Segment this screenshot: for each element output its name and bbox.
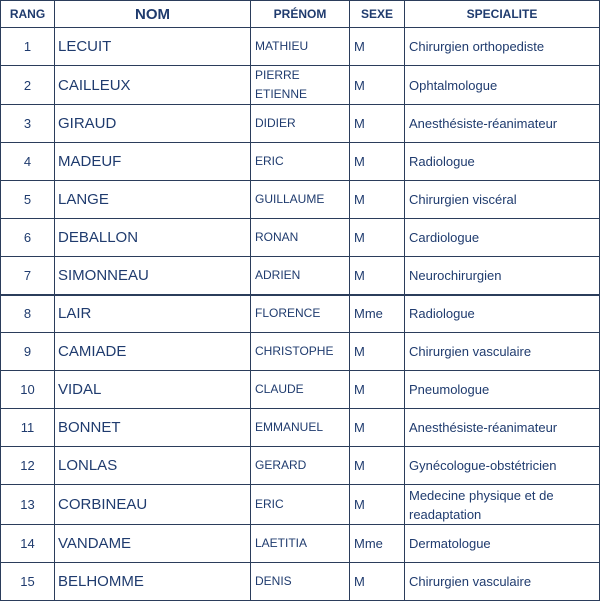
prenom-cell: FLORENCE: [251, 295, 350, 333]
nom-cell: CAILLEUX: [55, 66, 251, 105]
table-row: [1, 485, 600, 525]
table-row: [1, 409, 600, 447]
table-row: [1, 28, 600, 66]
rang-cell: 5: [1, 181, 55, 219]
rang-cell: 12: [1, 447, 55, 485]
specialite-cell: Radiologue: [405, 143, 600, 181]
sexe-cell: M: [350, 105, 405, 143]
rang-cell: 4: [1, 143, 55, 181]
sexe-cell: M: [350, 66, 405, 105]
specialite-cell: Neurochirurgien: [405, 257, 600, 295]
specialite-cell: Chirurgien orthopediste: [405, 28, 600, 66]
nom-cell: BELHOMME: [55, 563, 251, 601]
sexe-cell: M: [350, 28, 405, 66]
prenom-cell: DIDIER: [251, 105, 350, 143]
prenom-cell: LAETITIA: [251, 525, 350, 563]
sexe-cell: M: [350, 143, 405, 181]
specialite-cell: Chirurgien vasculaire: [405, 563, 600, 601]
table-row: [1, 525, 600, 563]
nom-cell: DEBALLON: [55, 219, 251, 257]
sexe-cell: Mme: [350, 525, 405, 563]
nom-cell: BONNET: [55, 409, 251, 447]
table-row: [1, 181, 600, 219]
prenom-cell: DENIS: [251, 563, 350, 601]
prenom-cell: CLAUDE: [251, 371, 350, 409]
table-row: [1, 66, 600, 105]
rang-cell: 11: [1, 409, 55, 447]
table-row: [1, 257, 600, 295]
sexe-cell: M: [350, 563, 405, 601]
header-specialite: SPECIALITE: [405, 1, 600, 28]
rang-cell: 15: [1, 563, 55, 601]
header-prenom: PRÉNOM: [251, 1, 350, 28]
sexe-cell: M: [350, 257, 405, 295]
prenom-cell: GUILLAUME: [251, 181, 350, 219]
prenom-cell: CHRISTOPHE: [251, 333, 350, 371]
rang-cell: 10: [1, 371, 55, 409]
header-nom: NOM: [55, 1, 251, 28]
prenom-cell: EMMANUEL: [251, 409, 350, 447]
rang-cell: 9: [1, 333, 55, 371]
specialite-cell: Chirurgien vasculaire: [405, 333, 600, 371]
sexe-cell: M: [350, 409, 405, 447]
specialite-cell: Chirurgien viscéral: [405, 181, 600, 219]
table-row: [1, 143, 600, 181]
prenom-cell: PIERRE ETIENNE: [251, 66, 350, 105]
table-body: [1, 28, 600, 601]
nom-cell: CAMIADE: [55, 333, 251, 371]
prenom-cell: MATHIEU: [251, 28, 350, 66]
rang-cell: 6: [1, 219, 55, 257]
prenom-cell: RONAN: [251, 219, 350, 257]
prenom-cell: ERIC: [251, 485, 350, 525]
rang-cell: 8: [1, 295, 55, 333]
rang-cell: 1: [1, 28, 55, 66]
prenom-cell: GERARD: [251, 447, 350, 485]
nom-cell: MADEUF: [55, 143, 251, 181]
nom-cell: GIRAUD: [55, 105, 251, 143]
specialite-cell: Medecine physique et de readaptation: [405, 485, 600, 525]
prenom-cell: ADRIEN: [251, 257, 350, 295]
nom-cell: CORBINEAU: [55, 485, 251, 525]
table-row: [1, 105, 600, 143]
table-header: [1, 1, 600, 28]
specialite-cell: Pneumologue: [405, 371, 600, 409]
table-row: [1, 371, 600, 409]
specialite-cell: Gynécologue-obstétricien: [405, 447, 600, 485]
table-row: [1, 219, 600, 257]
nom-cell: VANDAME: [55, 525, 251, 563]
rang-cell: 14: [1, 525, 55, 563]
table-row: [1, 563, 600, 601]
sexe-cell: M: [350, 333, 405, 371]
nom-cell: LECUIT: [55, 28, 251, 66]
sexe-cell: M: [350, 371, 405, 409]
sexe-cell: Mme: [350, 295, 405, 333]
specialite-cell: Anesthésiste-réanimateur: [405, 409, 600, 447]
specialite-cell: Anesthésiste-réanimateur: [405, 105, 600, 143]
specialite-cell: Radiologue: [405, 295, 600, 333]
rang-cell: 7: [1, 257, 55, 295]
nom-cell: VIDAL: [55, 371, 251, 409]
header-rang: RANG: [1, 1, 55, 28]
sexe-cell: M: [350, 181, 405, 219]
table-row: [1, 333, 600, 371]
nom-cell: SIMONNEAU: [55, 257, 251, 295]
nom-cell: LONLAS: [55, 447, 251, 485]
table-row: [1, 295, 600, 333]
nom-cell: LAIR: [55, 295, 251, 333]
header-sexe: SEXE: [350, 1, 405, 28]
sexe-cell: M: [350, 485, 405, 525]
rang-cell: 13: [1, 485, 55, 525]
sexe-cell: M: [350, 219, 405, 257]
rang-cell: 3: [1, 105, 55, 143]
nom-cell: LANGE: [55, 181, 251, 219]
specialite-cell: Ophtalmologue: [405, 66, 600, 105]
sexe-cell: M: [350, 447, 405, 485]
rang-cell: 2: [1, 66, 55, 105]
table-row: [1, 447, 600, 485]
specialite-cell: Cardiologue: [405, 219, 600, 257]
header-row: [1, 1, 600, 28]
prenom-cell: ERIC: [251, 143, 350, 181]
specialite-cell: Dermatologue: [405, 525, 600, 563]
